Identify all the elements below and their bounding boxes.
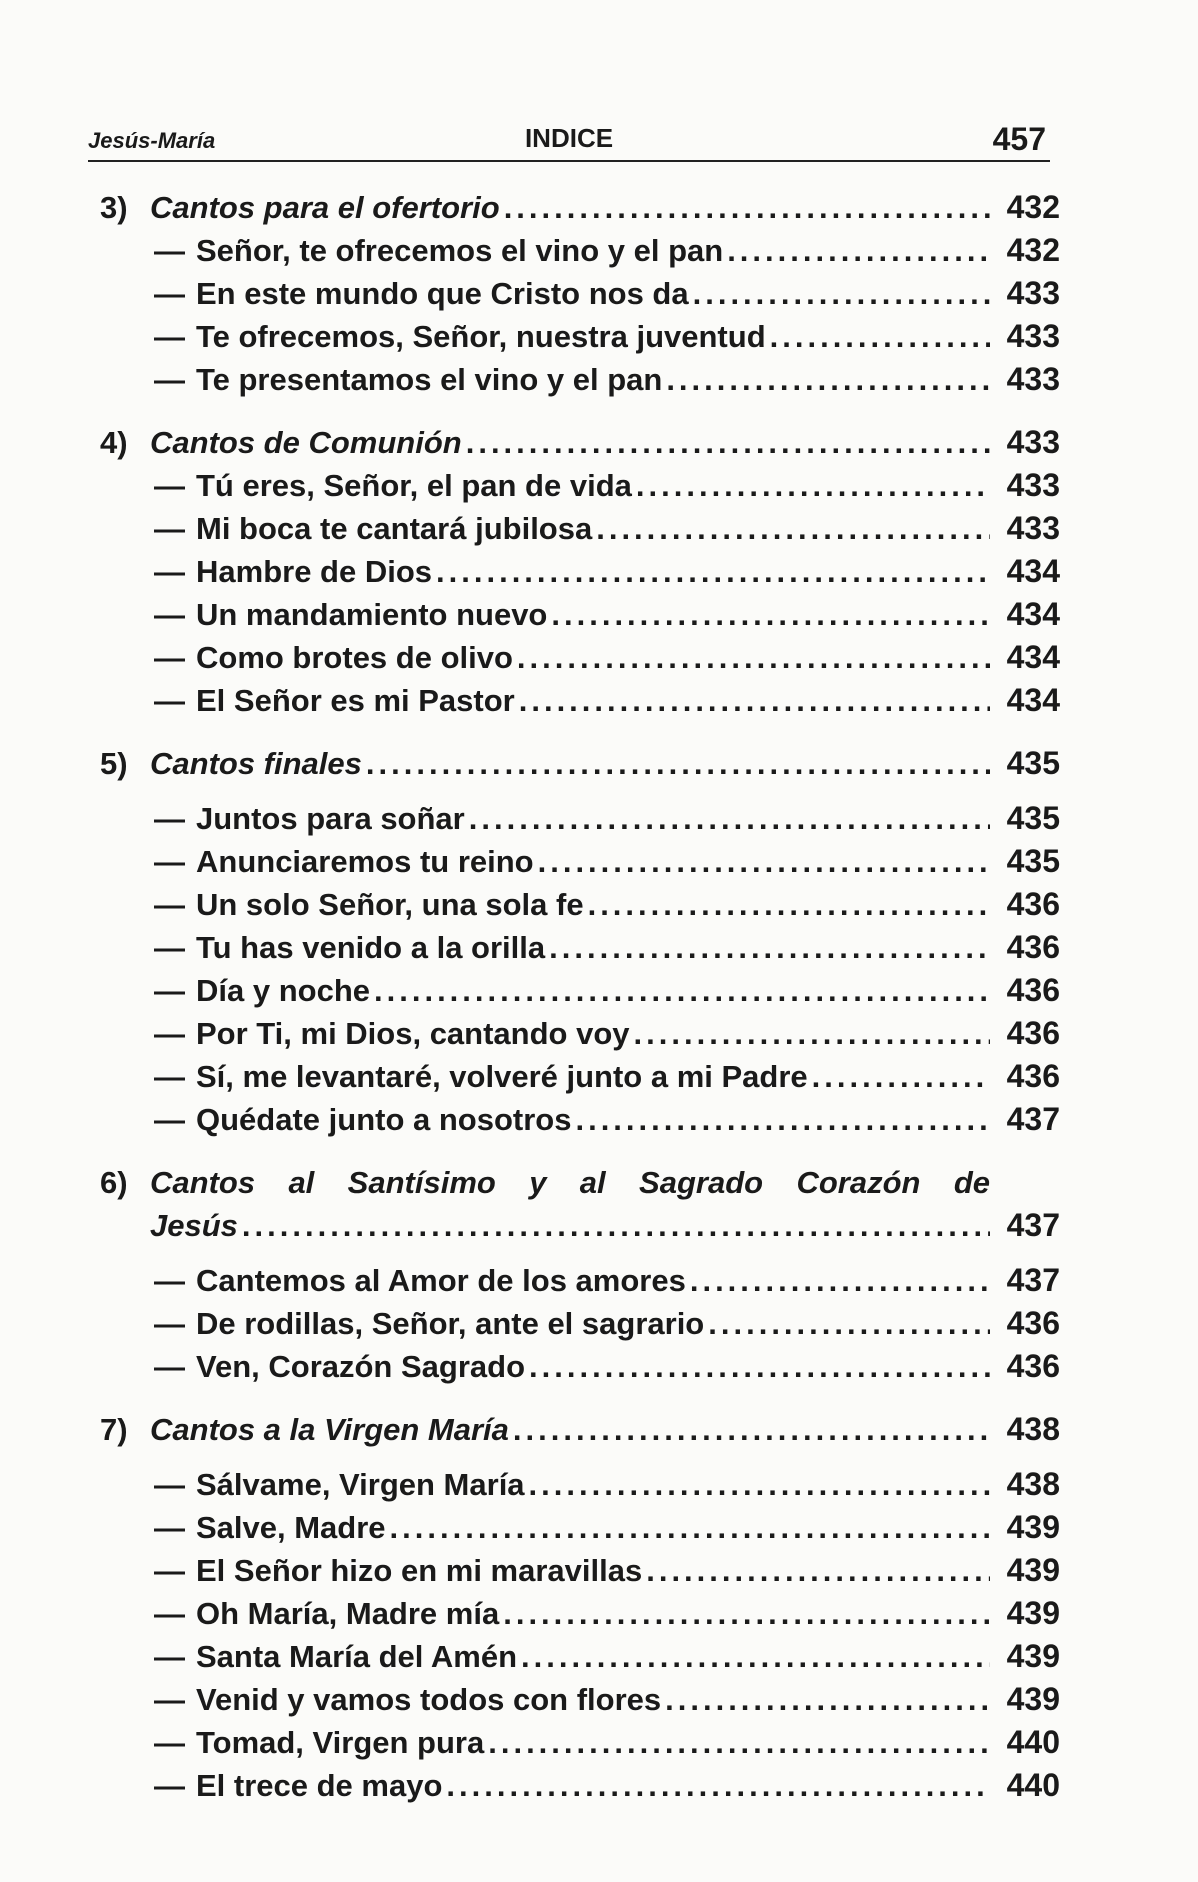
leader-dots <box>770 315 990 358</box>
item-title: Sálvame, Virgen María <box>196 1467 525 1502</box>
page-ref: 439 <box>1006 1638 1060 1674</box>
leader-dots <box>466 421 990 464</box>
spacer <box>100 785 1060 797</box>
toc-item <box>100 1345 1060 1388</box>
dash: — <box>154 1768 185 1803</box>
toc-item <box>100 1055 1060 1098</box>
item-title: Tomad, Virgen pura <box>196 1725 485 1760</box>
toc-item <box>100 679 1060 722</box>
toc-item <box>100 593 1060 636</box>
toc-item <box>100 1302 1060 1345</box>
running-author: Jesús-María <box>88 128 216 153</box>
page-header <box>88 118 1050 162</box>
section-heading-line2 <box>100 1204 1060 1247</box>
toc-item <box>100 358 1060 401</box>
leader-dots <box>588 883 990 926</box>
item-title: Santa María del Amén <box>196 1639 518 1674</box>
leader-dots <box>390 1506 990 1549</box>
page-ref: 436 <box>1006 1058 1060 1094</box>
toc-item <box>100 840 1060 883</box>
table-of-contents <box>100 186 1060 1827</box>
page-ref: 433 <box>1006 361 1060 397</box>
section-title: Cantos a la Virgen María <box>150 1412 509 1447</box>
item-title: Un solo Señor, una sola fe <box>196 887 584 922</box>
spacer <box>100 1451 1060 1463</box>
dash: — <box>154 554 185 589</box>
page-ref: 436 <box>1006 1015 1060 1051</box>
toc-item <box>100 1549 1060 1592</box>
dash: — <box>154 597 185 632</box>
toc-item <box>100 272 1060 315</box>
dash: — <box>154 1596 185 1631</box>
page-ref: 433 <box>1006 424 1060 460</box>
toc-item <box>100 1678 1060 1721</box>
page-ref: 436 <box>1006 929 1060 965</box>
leader-dots <box>242 1204 990 1247</box>
leader-dots <box>519 679 990 722</box>
section-number: 3) <box>100 190 128 225</box>
toc-item <box>100 229 1060 272</box>
leader-dots <box>812 1055 990 1098</box>
leader-dots <box>634 1012 990 1055</box>
item-title: Oh María, Madre mía <box>196 1596 500 1631</box>
section-title: Cantos finales <box>150 746 362 781</box>
dash: — <box>154 1016 185 1051</box>
section-heading <box>100 1408 1060 1451</box>
leader-dots <box>690 1259 990 1302</box>
item-title: Tú eres, Señor, el pan de vida <box>196 468 632 503</box>
section-heading <box>100 186 1060 229</box>
toc-item <box>100 797 1060 840</box>
section-heading <box>100 421 1060 464</box>
dash: — <box>154 1725 185 1760</box>
leader-dots <box>374 969 990 1012</box>
toc-item <box>100 1506 1060 1549</box>
item-title: Te presentamos el vino y el pan <box>196 362 663 397</box>
dash: — <box>154 1682 185 1717</box>
page-ref: 433 <box>1006 467 1060 503</box>
item-title: Mi boca te cantará jubilosa <box>196 511 593 546</box>
section-heading-line1 <box>100 1161 1060 1204</box>
dash: — <box>154 1263 185 1298</box>
dash: — <box>154 1059 185 1094</box>
leader-dots <box>636 464 990 507</box>
item-title: Un mandamiento nuevo <box>196 597 548 632</box>
leader-dots <box>488 1721 990 1764</box>
page-ref: 436 <box>1006 886 1060 922</box>
leader-dots <box>549 926 990 969</box>
section-title-continued: Jesús <box>150 1208 238 1243</box>
toc-item <box>100 507 1060 550</box>
page-ref: 435 <box>1006 843 1060 879</box>
leader-dots <box>551 593 990 636</box>
toc-section-5 <box>100 742 1060 1141</box>
dash: — <box>154 1102 185 1137</box>
dash: — <box>154 468 185 503</box>
leader-dots <box>469 797 990 840</box>
dash: — <box>154 1349 185 1384</box>
page-ref: 440 <box>1006 1767 1060 1803</box>
page-ref: 434 <box>1006 682 1060 718</box>
item-title: Hambre de Dios <box>196 554 433 589</box>
dash: — <box>154 930 185 965</box>
item-title: Sí, me levantaré, volveré junto a mi Padre <box>196 1059 808 1094</box>
leader-dots <box>693 272 990 315</box>
leader-dots <box>529 1345 990 1388</box>
item-title: Por Ti, mi Dios, cantando voy <box>196 1016 630 1051</box>
item-title: Ven, Corazón Sagrado <box>196 1349 526 1384</box>
toc-item <box>100 1764 1060 1807</box>
leader-dots <box>646 1549 990 1592</box>
toc-item <box>100 636 1060 679</box>
page-number: 457 <box>992 121 1046 157</box>
item-title: Quédate junto a nosotros <box>196 1102 572 1137</box>
dash: — <box>154 1467 185 1502</box>
leader-dots <box>513 1408 990 1451</box>
leader-dots <box>521 1635 990 1678</box>
section-heading <box>100 742 1060 785</box>
page-ref: 439 <box>1006 1681 1060 1717</box>
item-title: Cantemos al Amor de los amores <box>196 1263 686 1298</box>
toc-item <box>100 926 1060 969</box>
toc-section-3 <box>100 186 1060 401</box>
leader-dots <box>665 1678 990 1721</box>
item-title: El Señor es mi Pastor <box>196 683 515 718</box>
dash: — <box>154 511 185 546</box>
page-ref: 435 <box>1006 745 1060 781</box>
leader-dots <box>538 840 990 883</box>
item-title: Anunciaremos tu reino <box>196 844 534 879</box>
toc-item <box>100 1259 1060 1302</box>
toc-item <box>100 464 1060 507</box>
page-ref: 439 <box>1006 1509 1060 1545</box>
dash: — <box>154 683 185 718</box>
toc-item <box>100 1721 1060 1764</box>
page-ref: 433 <box>1006 318 1060 354</box>
dash: — <box>154 362 185 397</box>
toc-item <box>100 1463 1060 1506</box>
dash: — <box>154 973 185 1008</box>
item-title: El Señor hizo en mi maravillas <box>196 1553 643 1588</box>
dash: — <box>154 887 185 922</box>
item-title: Te ofrecemos, Señor, nuestra juventud <box>196 319 766 354</box>
leader-dots <box>575 1098 990 1141</box>
toc-item <box>100 1012 1060 1055</box>
dash: — <box>154 1510 185 1545</box>
item-title: El trece de mayo <box>196 1768 443 1803</box>
section-title: Cantos al Santísimo y al Sagrado Corazón de <box>150 1165 990 1200</box>
spacer <box>100 1247 1060 1259</box>
dash: — <box>154 844 185 879</box>
item-title: En este mundo que Cristo nos da <box>196 276 689 311</box>
leader-dots <box>366 742 990 785</box>
page-ref: 433 <box>1006 275 1060 311</box>
leader-dots <box>504 186 990 229</box>
section-title: Cantos para el ofertorio <box>150 190 500 225</box>
dash: — <box>154 1553 185 1588</box>
page-ref: 432 <box>1006 189 1060 225</box>
toc-section-6 <box>100 1161 1060 1388</box>
dash: — <box>154 276 185 311</box>
leader-dots <box>596 507 990 550</box>
section-number: 7) <box>100 1412 128 1447</box>
dash: — <box>154 319 185 354</box>
section-number: 6) <box>100 1165 128 1200</box>
leader-dots <box>436 550 990 593</box>
dash: — <box>154 1639 185 1674</box>
item-title: Señor, te ofrecemos el vino y el pan <box>196 233 724 268</box>
toc-section-4 <box>100 421 1060 722</box>
section-number: 4) <box>100 425 128 460</box>
toc-item <box>100 1592 1060 1635</box>
leader-dots <box>708 1302 990 1345</box>
item-title: Tu has venido a la orilla <box>196 930 546 965</box>
toc-item <box>100 315 1060 358</box>
dash: — <box>154 233 185 268</box>
page-ref: 436 <box>1006 1305 1060 1341</box>
page-ref: 437 <box>1006 1262 1060 1298</box>
page-ref: 440 <box>1006 1724 1060 1760</box>
dash: — <box>154 1306 185 1341</box>
page-ref: 435 <box>1006 800 1060 836</box>
page-ref: 434 <box>1006 639 1060 675</box>
page-ref: 439 <box>1006 1595 1060 1631</box>
item-title: Venid y vamos todos con flores <box>196 1682 662 1717</box>
page-ref: 433 <box>1006 510 1060 546</box>
item-title: De rodillas, Señor, ante el sagrario <box>196 1306 705 1341</box>
item-title: Como brotes de olivo <box>196 640 513 675</box>
item-title: Salve, Madre <box>196 1510 386 1545</box>
item-title: Juntos para soñar <box>196 801 465 836</box>
leader-dots <box>727 229 990 272</box>
page-ref: 437 <box>1006 1101 1060 1137</box>
item-title: Día y noche <box>196 973 370 1008</box>
page-ref: 432 <box>1006 232 1060 268</box>
toc-item <box>100 969 1060 1012</box>
toc-item <box>100 1098 1060 1141</box>
page-ref: 436 <box>1006 1348 1060 1384</box>
section-title: Cantos de Comunión <box>150 425 462 460</box>
section-number: 5) <box>100 746 128 781</box>
page-ref: 438 <box>1006 1411 1060 1447</box>
leader-dots <box>503 1592 990 1635</box>
leader-dots <box>529 1463 990 1506</box>
leader-dots <box>666 358 990 401</box>
dash: — <box>154 801 185 836</box>
page-ref: 438 <box>1006 1466 1060 1502</box>
page-ref: 434 <box>1006 596 1060 632</box>
page-ref: 434 <box>1006 553 1060 589</box>
leader-dots <box>517 636 990 679</box>
leader-dots <box>446 1764 990 1807</box>
dash: — <box>154 640 185 675</box>
page-ref: 437 <box>1006 1207 1060 1243</box>
toc-section-7 <box>100 1408 1060 1807</box>
page-ref: 436 <box>1006 972 1060 1008</box>
toc-item <box>100 550 1060 593</box>
toc-item <box>100 1635 1060 1678</box>
page-ref: 439 <box>1006 1552 1060 1588</box>
running-title: INDICE <box>524 123 614 153</box>
toc-item <box>100 883 1060 926</box>
